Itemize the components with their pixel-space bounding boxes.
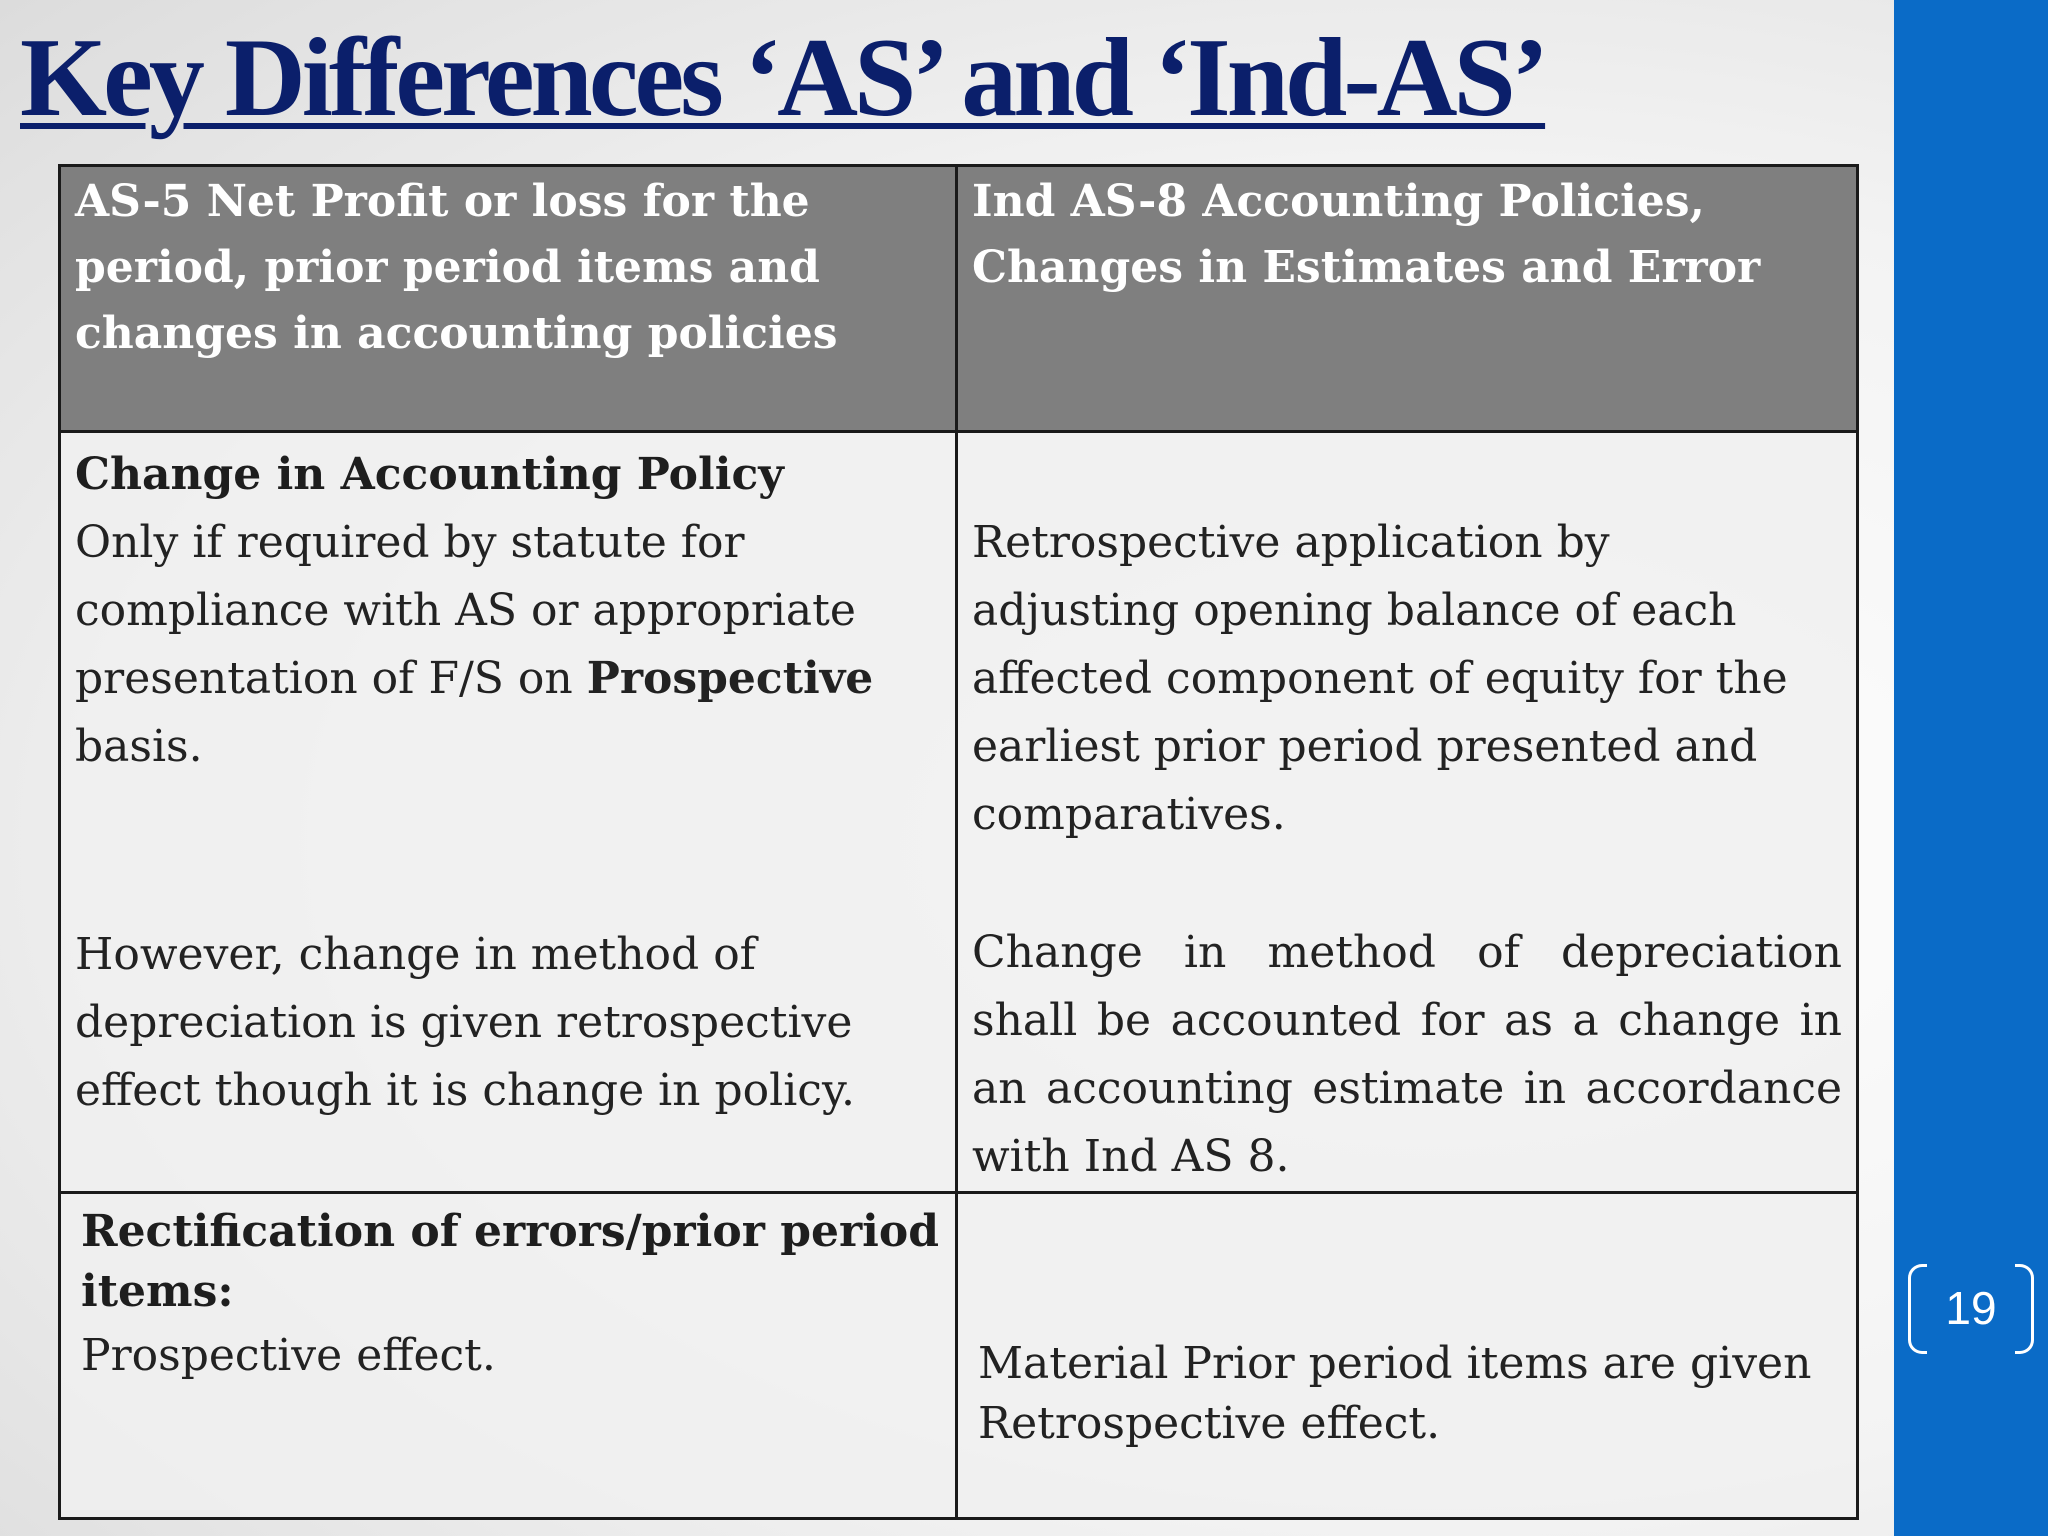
table-row xyxy=(60,432,1858,1193)
row2-left-cell xyxy=(60,1193,957,1519)
table-header-row xyxy=(60,166,1858,432)
rectification-heading: Rectification of errors/prior period items: xyxy=(81,1206,939,1317)
page-number: 19 xyxy=(1945,1282,1997,1334)
page-number-badge xyxy=(1908,1264,2034,1352)
table-row xyxy=(60,1193,1858,1519)
as5-policy-text-main: Only if required by statute for compliance with AS or appropriate presentation of F/S on xyxy=(75,517,856,704)
as5-policy-text xyxy=(75,509,941,781)
change-in-policy-heading: Change in Accounting Policy xyxy=(75,449,784,500)
right-bracket-icon xyxy=(2015,1264,2034,1354)
blank-line xyxy=(972,441,1842,509)
header-ind-as8: Ind AS-8 Accounting Policies, Changes in Estimates and Error xyxy=(957,166,1858,432)
as5-depreciation-text: However, change in method of depreciation is given retrospective effect though it is change in policy. xyxy=(75,929,855,1116)
as5-policy-text-tail: basis. xyxy=(75,721,203,772)
comparison-table xyxy=(58,164,1859,1520)
left-bracket-icon xyxy=(1908,1264,1927,1354)
ind-as8-prior-period-text: Material Prior period items are given Retrospective effect. xyxy=(978,1338,1812,1449)
ind-as8-retrospective-text: Retrospective application by adjusting opening balance of each affected component of equity for the earliest prior period presented and comparatives. xyxy=(972,517,1788,840)
slide-title: Key Differences ‘AS’ and ‘Ind-AS’ xyxy=(20,16,1546,140)
row1-right-cell xyxy=(957,432,1858,1193)
as5-rectification-text: Prospective effect. xyxy=(81,1330,496,1381)
prospective-emphasis: Prospective xyxy=(586,653,874,704)
header-as5: AS-5 Net Profit or loss for the period, prior period items and changes in accounting policies xyxy=(60,166,957,432)
row2-right-cell xyxy=(957,1193,1858,1519)
ind-as8-depreciation-text: Change in method of depreciation shall be accounted for as a change in an accounting estimate in accordance with Ind AS 8. xyxy=(972,927,1842,1182)
row1-left-cell xyxy=(60,432,957,1193)
